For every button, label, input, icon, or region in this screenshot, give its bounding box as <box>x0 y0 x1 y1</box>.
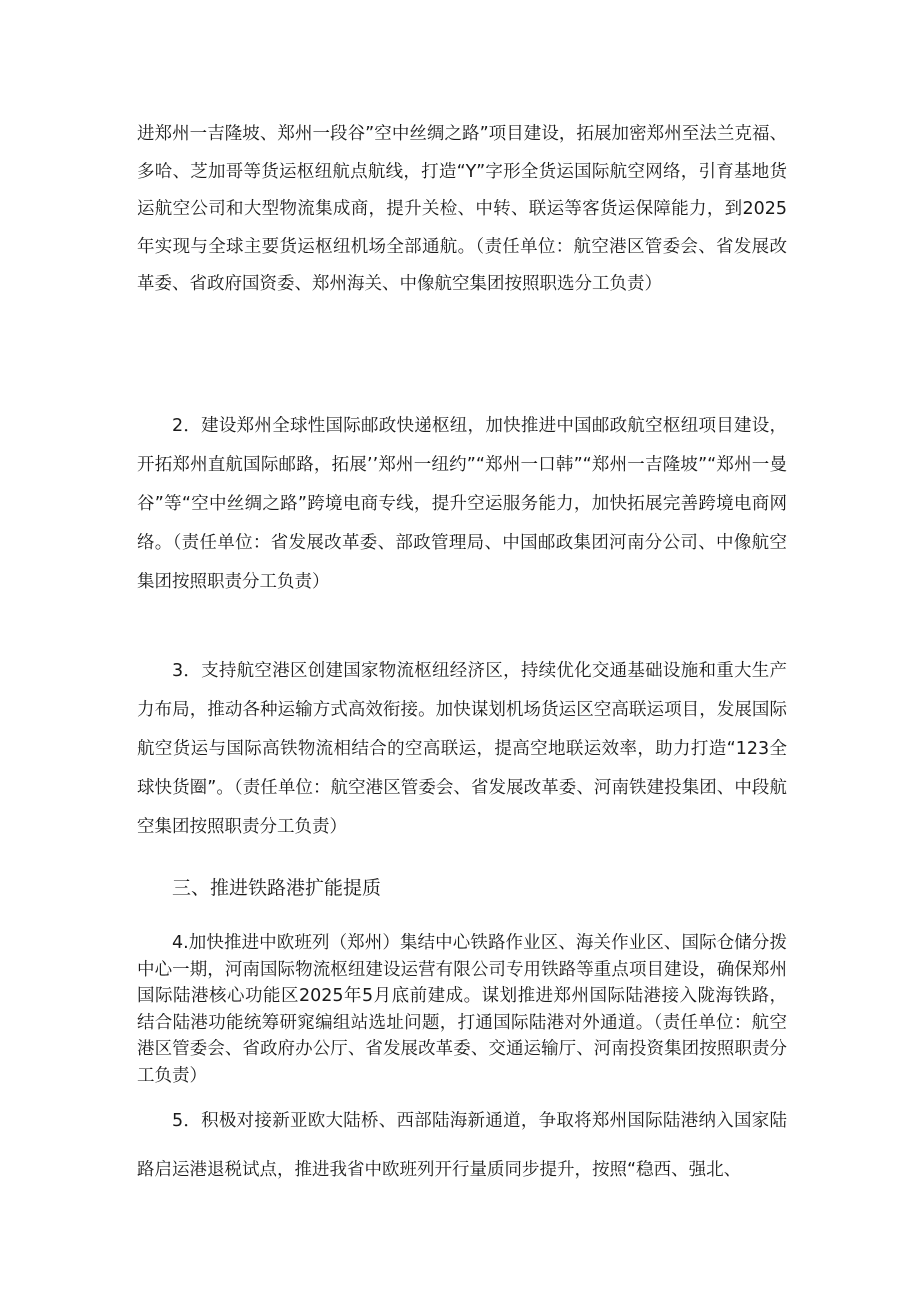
paragraph-item-3: 3．支持航空港区创建国家物流枢纽经济区，持续优化交通基础设施和重大生产力布局，推动各种运输方式高效衔接。加快谋划机场货运区空高联运项目，发展国际航空货运与国际高铁物流相结合的空高联运，提高空地联运效率，助力打造“123全球快货圈”。（责任单位：航空港区管委会、省发展改革委、河南铁建投集团、中段航空集团按照职责分工负责） <box>137 661 787 837</box>
paragraph-item-5: 5．积极对接新亚欧大陆桥、西部陆海新通道，争取将郑州国际陆港纳入国家陆路启运港退税试点，推进我省中欧班列开行量质同步提升，按照“稳西、强北、 <box>137 1111 787 1180</box>
paragraph-continued: 进郑州一吉隆坡、郑州一段谷”空中丝绸之路”项目建设，拓展加密郑州至法兰克福、多哈、芝加哥等货运枢纽航点航线，打造“Y”字形全货运国际航空网络，引育基地货运航空公司和大型物流集成商，提升关检、中转、联运等客货运保障能力，到2025年实现与全球主要货运枢纽机场全部通航。（责任单位：航空港区管委会、省发展改革委、省政府国资委、郑州海关、中像航空集团按照职选分工负责） <box>137 124 787 294</box>
paragraph-item-2: 2．建设郑州全球性国际邮政快递枢纽，加快推进中国邮政航空枢纽项目建设，开拓郑州直航国际邮路，拓展’’郑州一纽约”“郑州一口韩”“郑州一吉隆坡”“郑州一曼谷”等“空中丝绸之路”跨境电商专线，提升空运服务能力，加快拓展完善跨境电商网络。（责任单位：省发展改革委、部政管理局、中国邮政集团河南分公司、中像航空集团按照职责分工负责） <box>137 416 787 592</box>
section-heading: 三、推进铁路港扩能提质 <box>172 877 382 899</box>
paragraph-item-4: 4.加快推进中欧班列（郑州）集结中心铁路作业区、海关作业区、国际仓储分拨中心一期，河南国际物流枢纽建设运营有限公司专用铁路等重点项目建设，确保郑州国际陆港核心功能区2025年5月底前建成。谋划推进郑州国际陆港接入陇海铁路，结合陆港功能统筹研窕编组站选址问题，打通国际陆港对外通道。（责任单位：航空港区管委会、省政府办公厅、省发展改革委、交通运输厅、河南投资集团按照职责分工负责） <box>137 933 787 1086</box>
